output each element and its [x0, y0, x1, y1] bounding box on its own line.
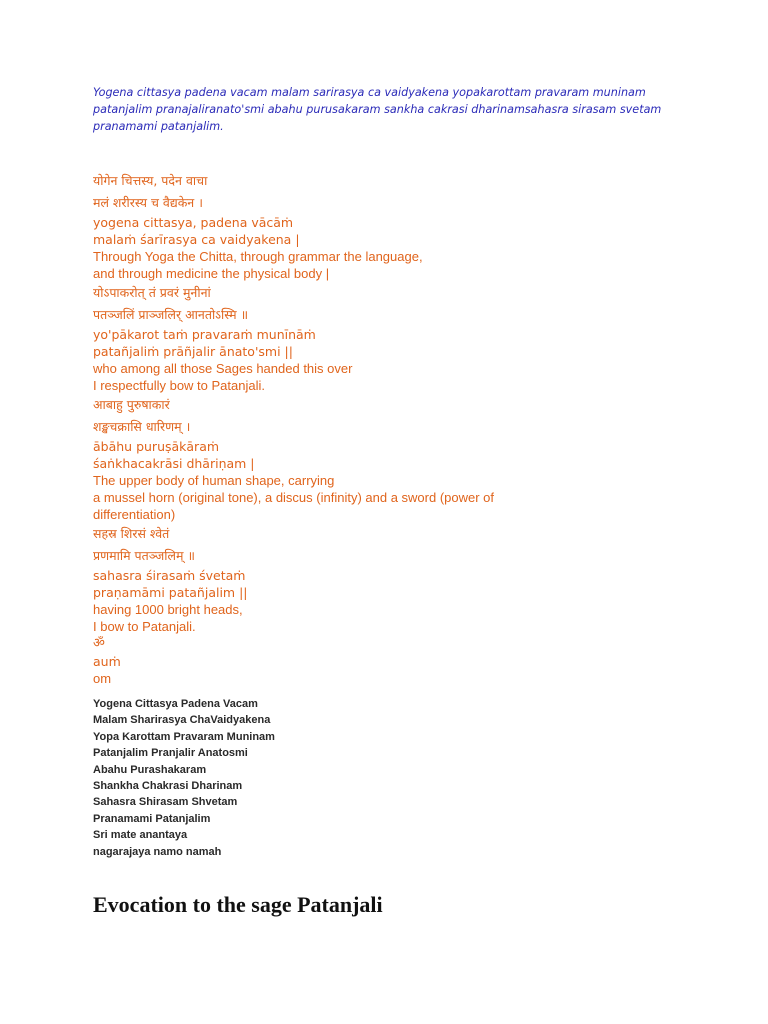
- verse-line: ābāhu puruṣākāraṁ: [93, 439, 220, 454]
- page-heading: Evocation to the sage Patanjali: [93, 892, 383, 917]
- verse-line: I bow to Patanjali.: [93, 619, 196, 634]
- list-item: Sri mate anantaya: [93, 829, 188, 842]
- list-item: Malam Sharirasya ChaVaidyakena: [93, 714, 271, 727]
- verse-line: I respectfully bow to Patanjali.: [93, 378, 265, 393]
- verse-line: सहस्र शिरसं श्वेतं: [93, 526, 170, 541]
- list-item: Yopa Karottam Pravaram Muninam: [93, 730, 275, 743]
- list-item: Patanjalim Pranjalir Anatosmi: [93, 747, 248, 760]
- verse-line: मलं शरीरस्य च वैद्यकेन ।: [93, 195, 203, 210]
- intro-paragraph: Yogena cittasya padena vacam malam sarirasya ca vaidyakena yopakarottam pravaram muninam patanjalim pranajaliranato'smi abahu purusakaram sankha cakrasi dharinamsahasra sirasam svetam pranamami patanjalim.: [93, 86, 662, 133]
- list-item: nagarajaya namo namah: [93, 845, 222, 858]
- verse-line: The upper body of human shape, carrying: [93, 473, 335, 488]
- verse-line: who among all those Sages handed this over: [93, 361, 353, 376]
- verse-line: malaṁ śarīrasya ca vaidyakena |: [93, 232, 300, 247]
- verse-line: a mussel horn (original tone), a discus (infinity) and a sword (power of differentiation): [93, 490, 495, 522]
- list-item: Yogena Cittasya Padena Vacam: [93, 698, 258, 710]
- verse-line: Through Yoga the Chitta, through grammar the language,: [93, 249, 423, 264]
- verse-line: and through medicine the physical body |: [93, 266, 330, 281]
- verse-line: sahasra śirasaṁ śvetaṁ: [93, 568, 246, 583]
- verse-line: having 1000 bright heads,: [93, 602, 243, 617]
- verse-line: patañjaliṁ prāñjalir ānato'smi ||: [93, 344, 293, 359]
- transliteration-list: [93, 696, 493, 860]
- list-item: Sahasra Shirasam Shvetam: [93, 796, 238, 809]
- verse-line: आबाहु पुरुषाकारं: [93, 397, 170, 412]
- verse-line: yo'pākarot taṁ pravaraṁ munīnāṁ: [93, 327, 316, 342]
- verse-line: योऽपाकरोत् तं प्रवरं मुनीनां: [93, 285, 211, 300]
- verse-line: ॐ: [93, 636, 105, 651]
- list-item: Shankha Chakrasi Dharinam: [93, 780, 243, 793]
- verse-line: auṁ: [93, 654, 121, 669]
- verse-line: praṇamāmi patañjalim ||: [93, 585, 248, 600]
- list-item: Pranamami Patanjalim: [93, 812, 211, 825]
- verse-line: प्रणमामि पतञ्जलिम् ॥: [93, 548, 195, 563]
- verse-line: योगेन चित्तस्य, पदेन वाचा: [93, 173, 208, 188]
- verse-line: शङ्खचक्रासि धारिणम् ।: [93, 419, 191, 434]
- verse-block: [93, 170, 573, 687]
- verse-line: śaṅkhacakrāsi dhāriṇam |: [93, 456, 255, 471]
- verse-line: om: [93, 671, 112, 686]
- verse-line: पतञ्जलिं प्राञ्जलिर् आनतोऽस्मि ॥: [93, 307, 249, 322]
- verse-line: yogena cittasya, padena vācāṁ: [93, 215, 294, 230]
- list-item: Abahu Purashakaram: [93, 763, 207, 776]
